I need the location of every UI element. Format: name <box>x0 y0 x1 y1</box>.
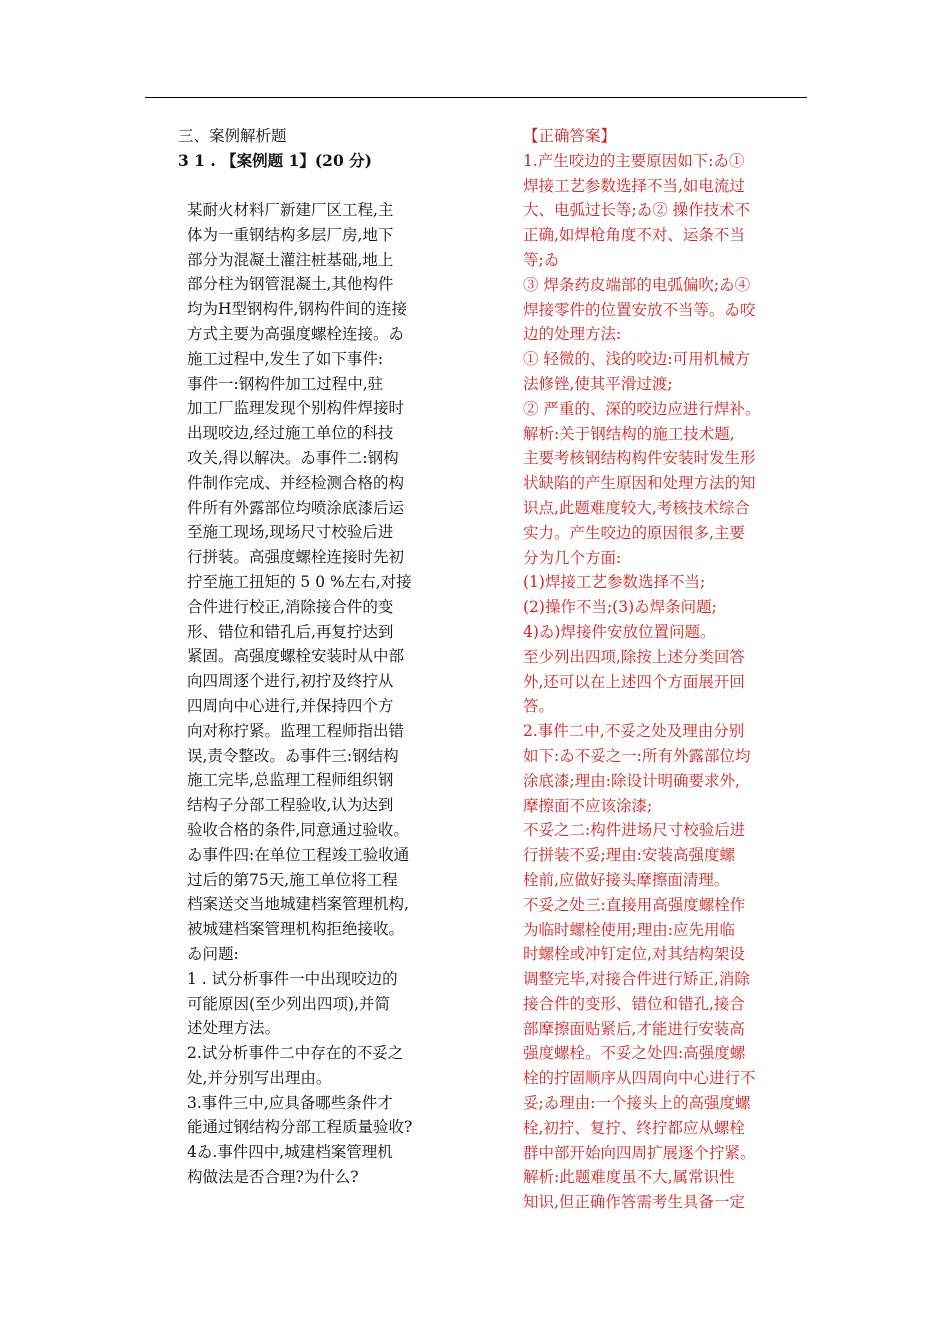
answer-line: 知识,但正确作答需考生具备一定 <box>523 1193 745 1212</box>
answer-line: 实力。产生咬边的原因很多,主要 <box>523 523 745 542</box>
answer-line: 时螺栓或冲钉定位,对其结构架设 <box>523 945 745 964</box>
question-line: 加工厂监理发现个别构件焊接时 <box>187 399 405 418</box>
question-line: 向对称拧紧。监理工程师指出错 <box>187 721 405 740</box>
question-line: 均为H型钢构件,钢构件间的连接 <box>187 300 407 319</box>
question-line: 件所有外露部位均喷涂底漆后运 <box>187 498 405 517</box>
answer-line: 栓的拧固顺序从四周向中心进行不 <box>523 1069 756 1088</box>
question-line: 1 . 试分析事件一中出现咬边的 <box>187 969 398 988</box>
answer-line: 4)ゐ)焊接件安放位置问题。 <box>523 622 716 641</box>
answer-column <box>523 124 785 1215</box>
answer-line: 识点,此题难度较大,考核技术综合 <box>523 498 750 517</box>
answer-line: ① 轻微的、浅的咬边:可用机械方 <box>523 350 751 369</box>
answer-line: 解析:关于钢结构的施工技术题, <box>523 424 735 443</box>
question-line: 体为一重钢结构多层厂房,地下 <box>187 225 394 244</box>
question-line: 合件进行校正,消除接合件的变 <box>187 597 394 616</box>
question-line: 误,责令整改。ゐ事件三:钢结构 <box>187 746 399 765</box>
answer-line: ② 严重的、深的咬边应进行焊补。 <box>523 399 761 418</box>
answer-line: 不妥之二:构件进场尺寸校验后进 <box>523 821 746 840</box>
answer-line: 强度螺栓。不妥之处四:高强度螺 <box>523 1044 746 1063</box>
question-line: ゐ问题: <box>187 944 239 963</box>
answer-line: (1)焊接工艺参数选择不当; <box>523 573 706 592</box>
answer-line: 1.产生咬边的主要原因如下:ゐ① <box>523 151 745 170</box>
question-line: 拧至施工扭矩的 5 0 %左右,对接 <box>187 572 412 591</box>
question-line: 4ゐ.事件四中,城建档案管理机 <box>187 1143 393 1162</box>
answer-line: 法修锉,使其平滑过渡; <box>523 374 673 393</box>
answer-line: 部摩擦面贴紧后,才能进行安装高 <box>523 1019 745 1038</box>
answer-line: 妥;ゐ理由:一个接头上的高强度螺 <box>523 1094 751 1113</box>
question-line: 行拼装。高强度螺栓连接时先初 <box>187 548 405 567</box>
answer-line: 至少列出四项,除按上述分类回答 <box>523 647 745 666</box>
answer-line: (2)操作不当;(3)ゐ焊条问题; <box>523 598 717 617</box>
question-heading: 3 1 . 【案例题 1】(20 分) <box>178 150 372 170</box>
question-line: 某耐火材料厂新建厂区工程,主 <box>187 201 394 219</box>
question-line: 紧固。高强度螺栓安装时从中部 <box>187 647 405 666</box>
answer-line: 状缺陷的产生原因和处理方法的知 <box>523 474 756 493</box>
question-line: 2.试分析事件二中存在的不妥之 <box>187 1044 404 1063</box>
question-body <box>187 198 449 1190</box>
answer-line: 群中部开始向四周扩展逐个拧紧。 <box>523 1143 756 1162</box>
answer-line: 边的处理方法: <box>523 325 622 344</box>
question-line: 验收合格的条件,同意通过验收。 <box>187 820 409 839</box>
answer-line: 【正确答案】 <box>523 127 617 145</box>
question-line: 部分为混凝土灌注桩基础,地上 <box>187 250 394 269</box>
answer-line: 栓前,应做好接头摩擦面清理。 <box>523 870 730 889</box>
question-line: 档案送交当地城建档案管理机构, <box>187 895 409 914</box>
question-line: 能通过钢结构分部工程质量验收? <box>187 1118 413 1137</box>
answer-line: 等;ゐ <box>523 250 560 269</box>
answer-line: ③ 焊条药皮端部的电弧偏吹;ゐ④ <box>523 275 751 294</box>
answer-line: 主要考核钢结构构件安装时发生形 <box>523 449 756 468</box>
answer-line: 如下:ゐ不妥之一:所有外露部位均 <box>523 746 751 765</box>
answer-line: 解析:此题难度虽不大,属常识性 <box>523 1168 735 1187</box>
question-line: 处,并分别写出理由。 <box>187 1068 332 1087</box>
answer-line: 涂底漆;理由:除设计明确要求外, <box>523 771 740 790</box>
question-line: 结构子分部工程验收,认为达到 <box>187 796 394 815</box>
question-line: 3.事件三中,应具备哪些条件才 <box>187 1093 393 1112</box>
question-header <box>178 124 478 174</box>
question-line: 部分柱为钢管混凝土,其他构件 <box>187 275 394 294</box>
question-line: 施工过程中,发生了如下事件: <box>187 349 384 368</box>
question-line: 过后的第75天,施工单位将工程 <box>187 870 398 889</box>
answer-line: 焊接工艺参数选择不当,如电流过 <box>523 176 745 195</box>
question-line: 施工完毕,总监理工程师组织钢 <box>187 771 394 790</box>
section-heading: 三、案例解析题 <box>178 127 287 145</box>
question-line: 方式主要为高强度螺栓连接。ゐ <box>187 324 405 343</box>
answer-line: 外,还可以在上述四个方面展开回 <box>523 672 745 691</box>
question-line: 被城建档案管理机构拒绝接收。 <box>187 920 405 939</box>
answer-line: 接合件的变形、错位和错孔,接合 <box>523 994 745 1013</box>
answer-line: 答。 <box>523 697 555 716</box>
answer-line: 正确,如焊枪角度不对、运条不当 <box>523 226 745 245</box>
question-line: 四周向中心进行,并保持四个方 <box>187 696 394 715</box>
answer-line: 大、电弧过长等;ゐ② 操作技术不 <box>523 201 751 220</box>
top-rule <box>145 97 807 98</box>
question-line: 向四周逐个进行,初拧及终拧从 <box>187 672 394 691</box>
answer-line: 2.事件二中,不妥之处及理由分别 <box>523 722 745 741</box>
answer-line: 摩擦面不应该涂漆; <box>523 796 653 815</box>
question-line: 述处理方法。 <box>187 1019 281 1038</box>
answer-line: 栓,初拧、复拧、终拧都应从螺栓 <box>523 1118 745 1137</box>
question-line: ゐ事件四:在单位工程竣工验收通 <box>187 845 410 864</box>
question-line: 形、错位和错孔后,再复拧达到 <box>187 622 394 641</box>
question-line: 事件一:钢构件加工过程中,驻 <box>187 374 384 393</box>
question-line: 出现咬边,经过施工单位的科技 <box>187 424 394 443</box>
question-line: 可能原因(至少列出四项),并简 <box>187 994 391 1013</box>
answer-line: 焊接零件的位置安放不当等。ゐ咬 <box>523 300 756 319</box>
answer-line: 不妥之处三:直接用高强度螺栓作 <box>523 895 746 914</box>
question-line: 攻关,得以解决。ゐ事件二:钢构 <box>187 448 399 467</box>
question-line: 构做法是否合理?为什么? <box>187 1168 359 1187</box>
answer-line: 调整完毕,对接合件进行矫正,消除 <box>523 970 750 989</box>
question-line: 件制作完成、并经检测合格的构 <box>187 473 405 492</box>
answer-line: 分为几个方面: <box>523 548 622 567</box>
answer-line: 为临时螺栓使用;理由:应先用临 <box>523 920 735 939</box>
answer-line: 行拼装不妥;理由:安装高强度螺 <box>523 846 735 865</box>
question-line: 至施工现场,现场尺寸校验后进 <box>187 523 394 542</box>
